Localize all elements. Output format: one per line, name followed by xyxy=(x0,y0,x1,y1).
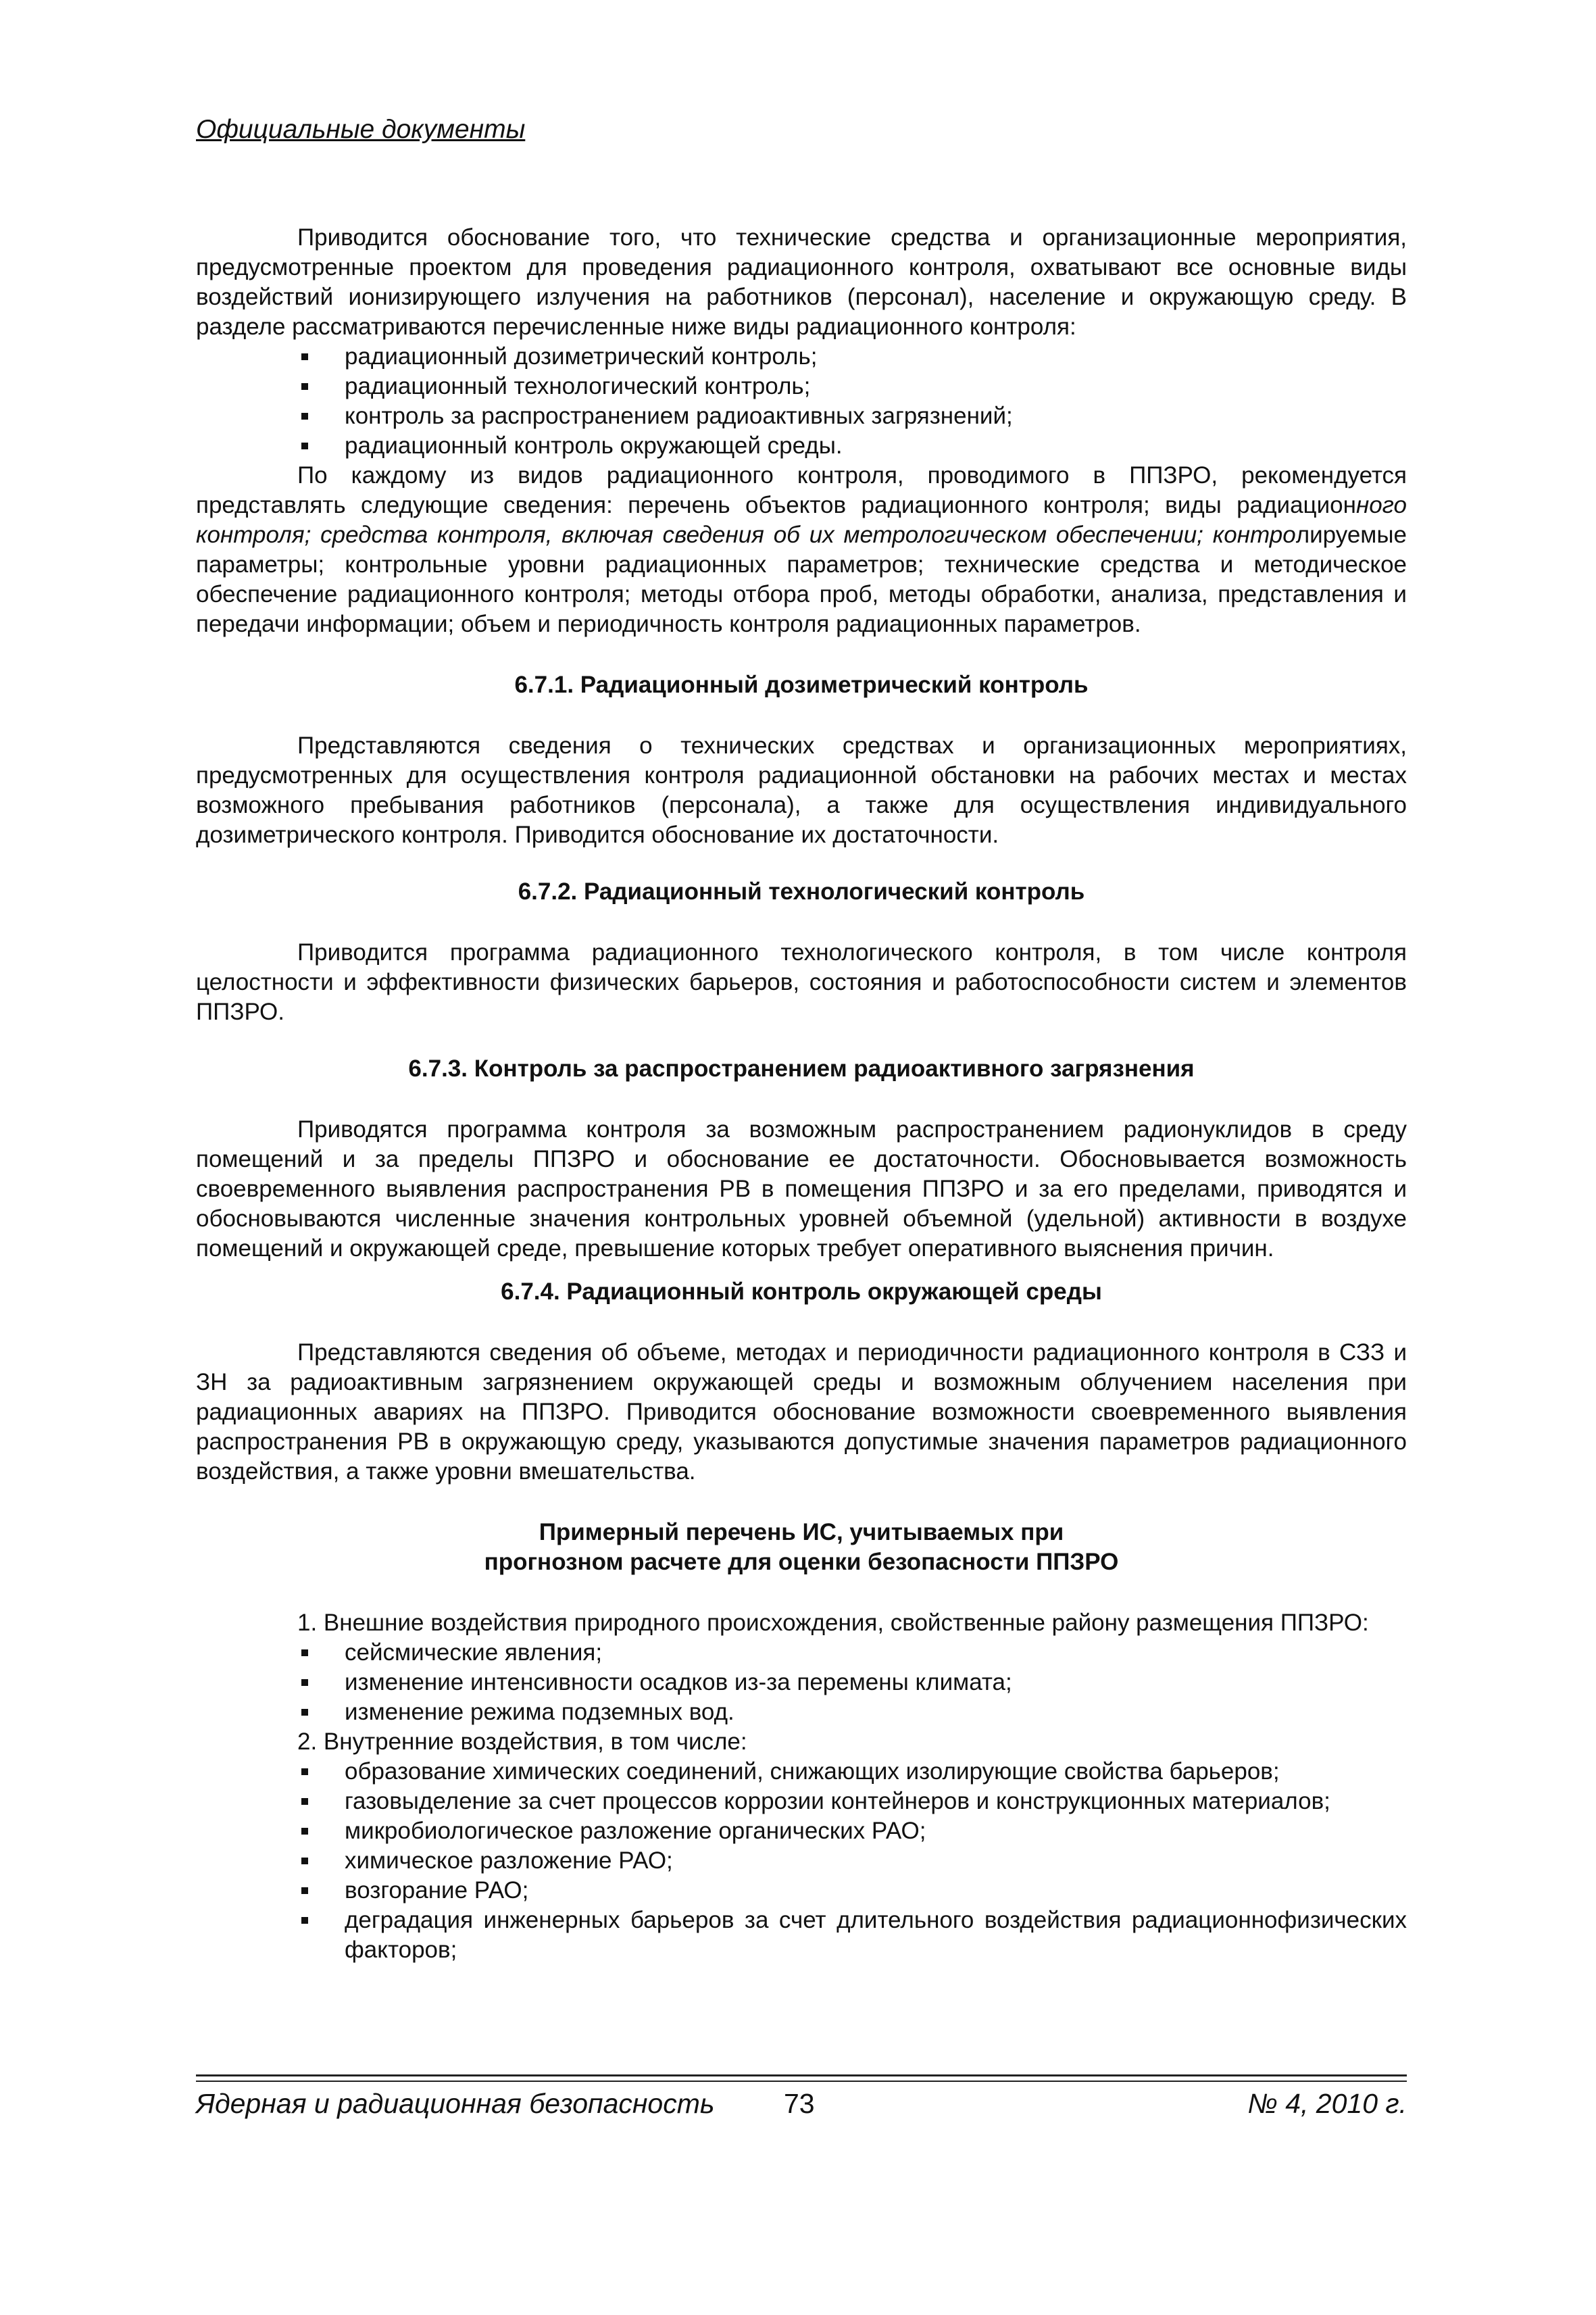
list-item: микробиологическое разложение органических РАО; xyxy=(196,1816,1407,1846)
external-impacts-list xyxy=(196,1638,1407,1727)
list-heading: Примерный перечень ИС, учитываемых при прогнозном расчете для оценки безопасности ППЗРО xyxy=(484,1519,1119,1575)
external-impacts-item: 1. Внешние воздействия природного происхождения, свойственные району размещения ППЗРО: xyxy=(297,1610,1369,1636)
intro-paragraph: Приводится обоснование того, что технические средства и организационные мероприятия, предусмотренные проектом для проведения радиационного контроля, охватывают все основные виды воздействий ионизирующего излучения на работников (персонал), население и окружающую среду. В разделе рассматриваются перечисленные ниже виды радиационного контроля: xyxy=(196,224,1407,340)
section-heading-6-7-3: 6.7.3. Контроль за распространением радиоактивного загрязнения xyxy=(408,1055,1195,1082)
internal-impacts-list xyxy=(196,1757,1407,1965)
section-heading-6-7-2: 6.7.2. Радиационный технологический контроль xyxy=(518,878,1085,905)
bullet-icon xyxy=(301,413,308,420)
recommendation-paragraph: По каждому из видов радиационного контроля, проводимого в ППЗРО, рекомендуется представлять следующие сведения: перечень объектов радиационного контроля; виды радиационного контроля; средства контроля, включая сведения об их метрологическом обеспечении; контролируемые параметры; контрольные уровни радиационных параметров; технические средства и методическое обеспечение радиационного контроля; методы отбора проб, методы обработки, анализа, представления и передачи информации; объем и периодичность контроля радиационных параметров. xyxy=(196,462,1407,637)
footer-divider xyxy=(196,2081,1407,2082)
bullet-icon xyxy=(301,383,308,390)
list-item: деградация инженерных барьеров за счет длительного воздействия радиационнофизических факторов; xyxy=(196,1906,1407,1965)
list-item: радиационный дозиметрический контроль; xyxy=(196,342,1407,372)
list-item: изменение режима подземных вод. xyxy=(196,1697,1407,1727)
issue-number: № 4, 2010 г. xyxy=(1247,2088,1407,2119)
page-body xyxy=(196,223,1407,1965)
list-item: образование химических соединений, снижающих изолирующие свойства барьеров; xyxy=(196,1757,1407,1787)
section-heading-6-7-4: 6.7.4. Радиационный контроль окружающей среды xyxy=(501,1278,1102,1305)
bullet-icon xyxy=(301,1858,308,1864)
list-item: радиационный контроль окружающей среды. xyxy=(196,431,1407,461)
section-text-6-7-4: Представляются сведения об объеме, методах и периодичности радиационного контроля в СЗЗ и ЗН за радиоактивным загрязнением окружающей среды и возможным облучением населения при радиационных авариях на ППЗРО. Приводится обоснование возможности своевременного выявления распространения РВ в окружающую среду, указываются допустимые значения параметров радиационного воздействия, а также уровни вмешательства. xyxy=(196,1339,1407,1485)
bullet-icon xyxy=(301,1768,308,1775)
section-text-6-7-1: Представляются сведения о технических средствах и организационных мероприятиях, предусмотренных для осуществления контроля радиационной обстановки на рабочих местах и местах возможного пребывания работников (персонала), а также для осуществления индивидуального дозиметрического контроля. Приводится обоснование их достаточности. xyxy=(196,732,1407,848)
bullet-icon xyxy=(301,1917,308,1924)
section-text-6-7-2: Приводится программа радиационного технологического контроля, в том числе контроля целостности и эффективности физических барьеров, состояния и работоспособности систем и элементов ППЗРО. xyxy=(196,939,1407,1025)
footer-divider xyxy=(196,2074,1407,2076)
list-item: сейсмические явления; xyxy=(196,1638,1407,1668)
journal-title: Ядерная и радиационная безопасность xyxy=(196,2088,715,2119)
bullet-icon xyxy=(301,353,308,360)
bullet-icon xyxy=(301,1887,308,1894)
list-item: газовыделение за счет процессов коррозии контейнеров и конструкционных материалов; xyxy=(196,1787,1407,1816)
bullet-icon xyxy=(301,1798,308,1805)
list-item: радиационный технологический контроль; xyxy=(196,372,1407,401)
section-text-6-7-3: Приводятся программа контроля за возможным распространением радионуклидов в среду помещений и за пределы ППЗРО и обоснование ее достаточности. Обосновывается возможность своевременного выявления распространения РВ в помещения ППЗРО и за его пределами, приводятся и обосновываются численные значения контрольных уровней объемной (удельной) активности в воздухе помещений и окружающей среде, превышение которых требует оперативного выяснения причин. xyxy=(196,1116,1407,1262)
running-head: Официальные документы xyxy=(196,115,526,144)
control-types-list xyxy=(196,342,1407,461)
list-item: контроль за распространением радиоактивных загрязнений; xyxy=(196,401,1407,431)
list-item: химическое разложение РАО; xyxy=(196,1846,1407,1876)
page-number: 73 xyxy=(784,2088,815,2119)
list-item: изменение интенсивности осадков из-за перемены климата; xyxy=(196,1668,1407,1697)
bullet-icon xyxy=(301,1709,308,1716)
bullet-icon xyxy=(301,1679,308,1686)
page-footer xyxy=(196,2088,1407,2122)
list-item: возгорание РАО; xyxy=(196,1876,1407,1906)
section-heading-6-7-1: 6.7.1. Радиационный дозиметрический контроль xyxy=(514,672,1089,698)
bullet-icon xyxy=(301,1649,308,1656)
internal-impacts-item: 2. Внутренние воздействия, в том числе: xyxy=(297,1728,747,1755)
bullet-icon xyxy=(301,443,308,449)
bullet-icon xyxy=(301,1828,308,1835)
